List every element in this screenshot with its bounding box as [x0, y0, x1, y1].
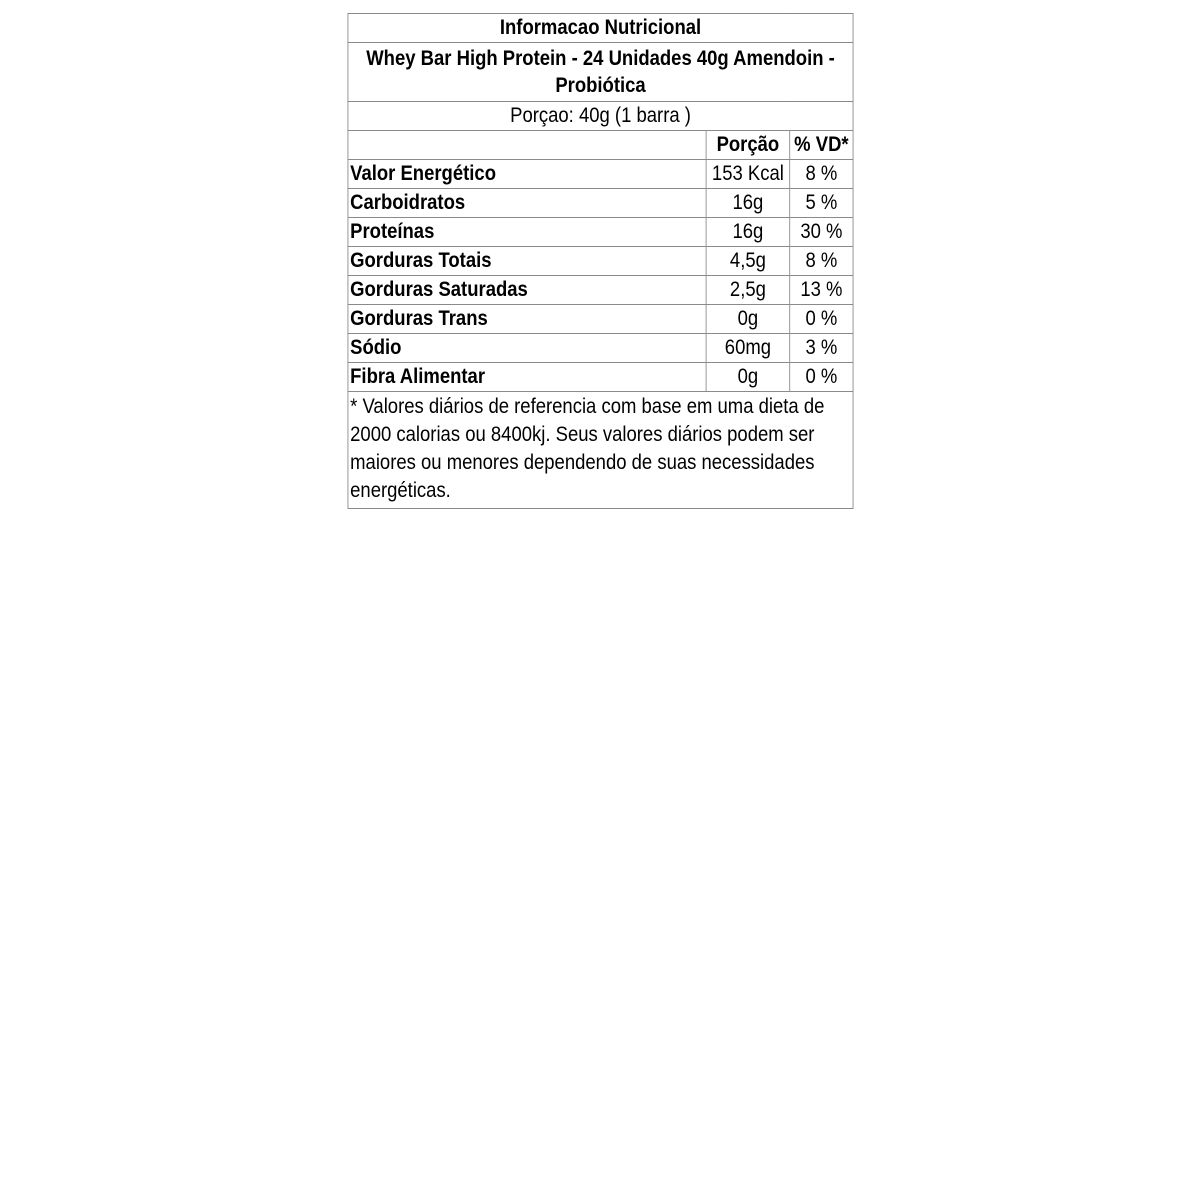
nutrient-name: Valor Energético [348, 160, 706, 189]
nutrient-name: Fibra Alimentar [348, 363, 706, 392]
nutrient-name: Proteínas [348, 218, 706, 247]
nutrient-name: Carboidratos [348, 189, 706, 218]
table-title-row [348, 14, 853, 43]
nutrient-name: Gorduras Trans [348, 305, 706, 334]
header-portion: Porção [706, 131, 790, 160]
nutrient-vd: 30 % [790, 218, 853, 247]
nutrition-facts-table [348, 13, 854, 509]
nutrient-vd: 8 % [790, 160, 853, 189]
nutrient-vd: 13 % [790, 276, 853, 305]
table-row [348, 160, 853, 189]
product-name-row [348, 43, 853, 102]
nutrient-portion: 60mg [706, 334, 790, 363]
table-title: Informacao Nutricional [348, 14, 853, 43]
nutrient-portion: 16g [706, 189, 790, 218]
header-vd: % VD* [790, 131, 853, 160]
nutrient-portion: 0g [706, 363, 790, 392]
table-row [348, 218, 853, 247]
table-row [348, 363, 853, 392]
nutrient-name: Gorduras Totais [348, 247, 706, 276]
table-row [348, 276, 853, 305]
nutrient-vd: 5 % [790, 189, 853, 218]
nutrient-portion: 16g [706, 218, 790, 247]
table-row [348, 305, 853, 334]
nutrient-vd: 0 % [790, 305, 853, 334]
header-blank-cell [348, 131, 706, 160]
product-name: Whey Bar High Protein - 24 Unidades 40g Amendoin - Probiótica [348, 43, 853, 102]
footnote-row [348, 392, 853, 509]
nutrient-name: Sódio [348, 334, 706, 363]
serving-size: Porçao: 40g (1 barra ) [348, 102, 853, 131]
nutrient-portion: 2,5g [706, 276, 790, 305]
nutrient-name: Gorduras Saturadas [348, 276, 706, 305]
nutrient-vd: 8 % [790, 247, 853, 276]
column-header-row [348, 131, 853, 160]
nutrient-portion: 4,5g [706, 247, 790, 276]
nutrient-vd: 3 % [790, 334, 853, 363]
table-row [348, 247, 853, 276]
nutrient-portion: 0g [706, 305, 790, 334]
serving-size-row [348, 102, 853, 131]
table-row [348, 334, 853, 363]
nutrient-portion: 153 Kcal [706, 160, 790, 189]
daily-values-footnote: * Valores diários de referencia com base em uma dieta de 2000 calorias ou 8400kj. Seus valores diários podem ser maiores ou menores dependendo de suas necessidades energéticas. [348, 392, 853, 509]
table-row [348, 189, 853, 218]
nutrient-vd: 0 % [790, 363, 853, 392]
